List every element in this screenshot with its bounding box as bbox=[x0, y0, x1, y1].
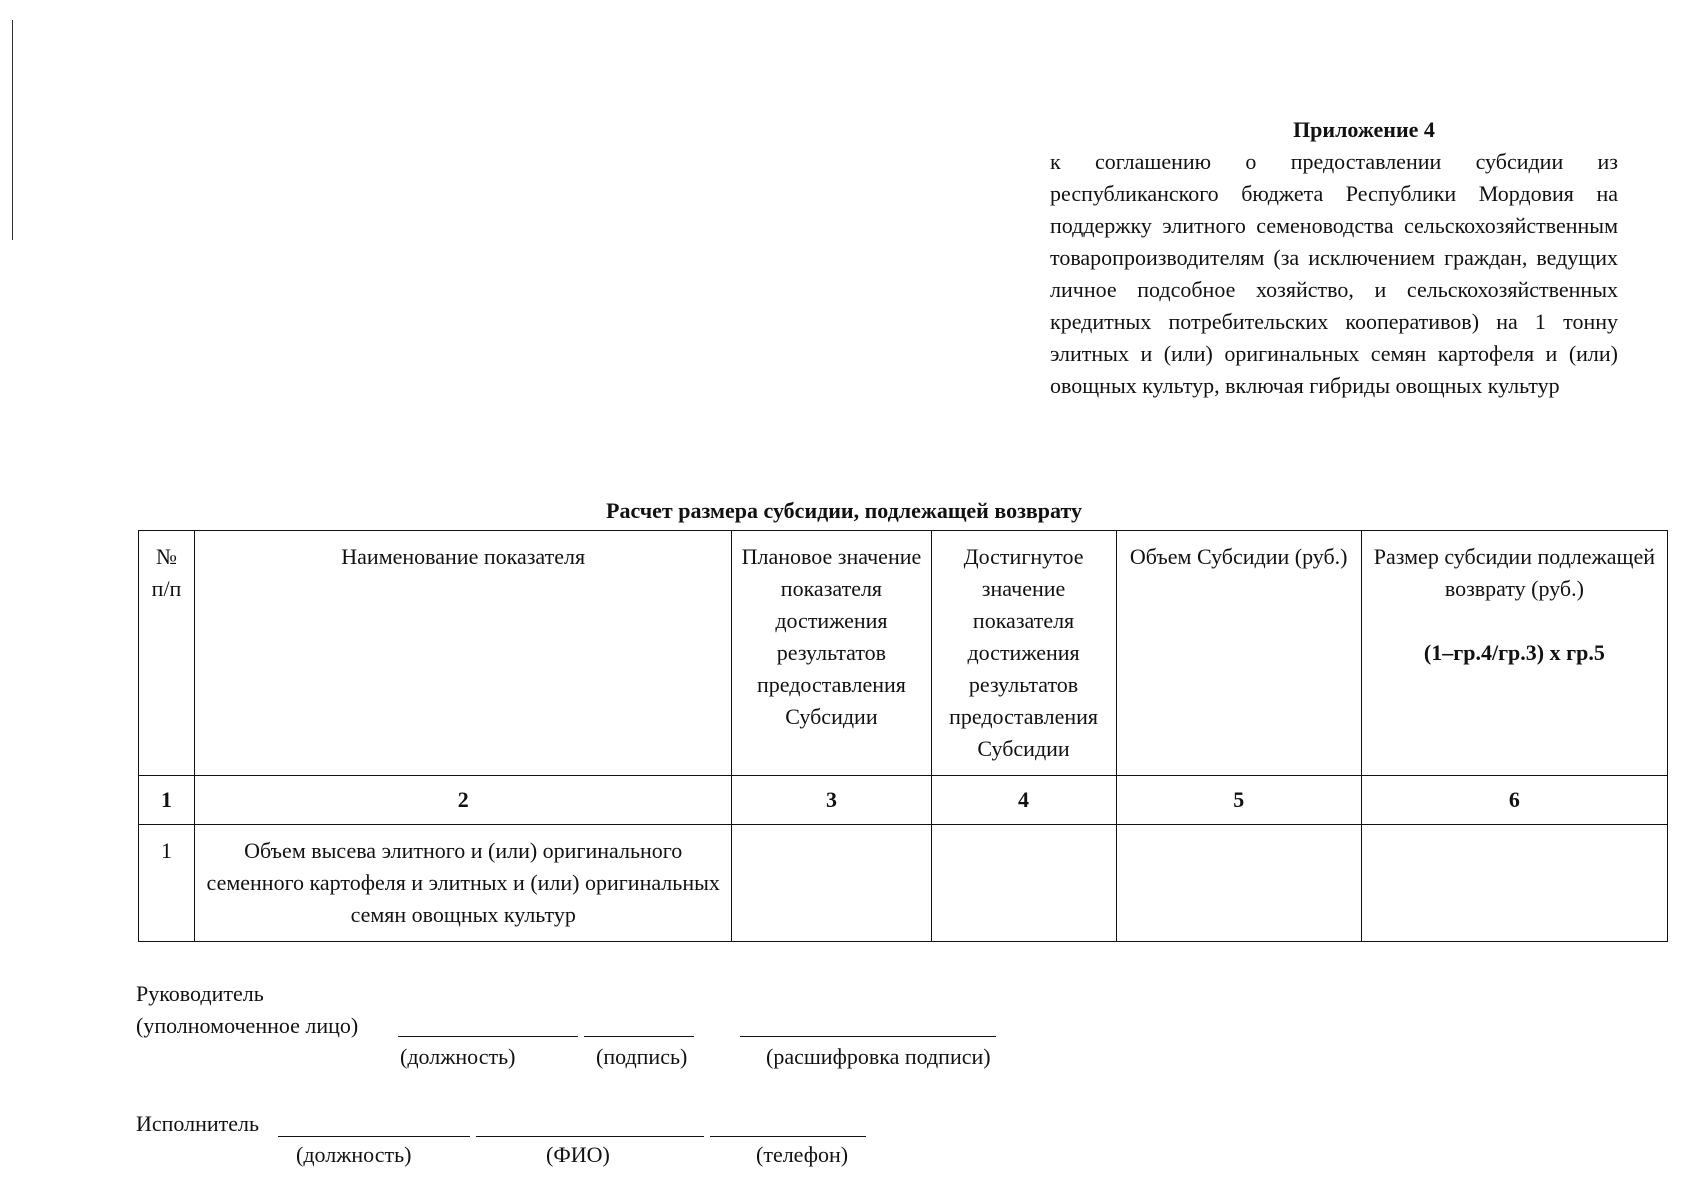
column-number: 2 bbox=[195, 776, 732, 825]
column-number: 5 bbox=[1116, 776, 1361, 825]
row-planned-cell[interactable] bbox=[732, 825, 931, 942]
table-title: Расчет размера субсидии, подлежащей возврату bbox=[606, 498, 1082, 523]
executor-label: Исполнитель bbox=[136, 1111, 260, 1136]
header-name: Наименование показателя bbox=[195, 531, 732, 776]
header-planned: Плановое значение показателя достижения результатов предоставления Субсидии bbox=[732, 531, 931, 776]
table-header-row bbox=[139, 531, 1668, 776]
scan-edge-line bbox=[12, 20, 13, 240]
column-number: 3 bbox=[732, 776, 931, 825]
executor-caption-position: (должность) bbox=[296, 1142, 412, 1167]
row-name-cell: Объем высева элитного и (или) оригинального семенного картофеля и элитных и (или) оригинальных семян овощных культур bbox=[195, 825, 732, 942]
appendix-block bbox=[1050, 114, 1618, 402]
executor-caption-name: (ФИО) bbox=[546, 1142, 610, 1167]
head-label: Руководитель bbox=[136, 981, 264, 1006]
head-sub-label: (уполномоченное лицо) bbox=[136, 1013, 359, 1038]
header-refund-label: Размер субсидии подлежащей возврату (руб.) bbox=[1373, 544, 1655, 601]
row-achieved-cell[interactable] bbox=[931, 825, 1116, 942]
head-position-line[interactable] bbox=[398, 1036, 578, 1037]
head-caption-decoding: (расшифровка подписи) bbox=[766, 1044, 991, 1069]
head-signature-line[interactable] bbox=[584, 1036, 694, 1037]
head-caption-position: (должность) bbox=[400, 1044, 516, 1069]
refund-calculation-table bbox=[138, 530, 1668, 942]
column-number: 4 bbox=[931, 776, 1116, 825]
executor-name-line[interactable] bbox=[476, 1136, 704, 1137]
header-refund bbox=[1361, 531, 1667, 776]
executor-phone-line[interactable] bbox=[710, 1136, 866, 1137]
row-refund-cell[interactable] bbox=[1361, 825, 1667, 942]
appendix-title: Приложение 4 bbox=[1293, 117, 1435, 142]
head-decoding-line[interactable] bbox=[740, 1036, 996, 1037]
header-refund-formula: (1–гр.4/гр.3) x гр.5 bbox=[1423, 640, 1605, 665]
row-volume-cell[interactable] bbox=[1116, 825, 1361, 942]
column-number: 6 bbox=[1361, 776, 1667, 825]
header-achieved: Достигнутое значение показателя достижения результатов предоставления Субсидии bbox=[931, 531, 1116, 776]
column-number: 1 bbox=[139, 776, 195, 825]
column-number-row bbox=[139, 776, 1668, 825]
header-volume: Объем Субсидии (руб.) bbox=[1116, 531, 1361, 776]
row-num-cell: 1 bbox=[139, 825, 195, 942]
appendix-text: к соглашению о предоставлении субсидии из республиканского бюджета Республики Мордовия на поддержку элитного семеноводства сельскохозяйственным товаропроизводителям (за исключением граждан, ведущих личное подсобное хозяйство, и сельскохозяйственных кредитных потребительских кооперативов) на 1 тонну элитных и (или) оригинальных семян картофеля и (или) овощных культур, включая гибриды овощных культур bbox=[1050, 149, 1618, 398]
executor-position-line[interactable] bbox=[278, 1136, 470, 1137]
executor-caption-phone: (телефон) bbox=[756, 1142, 849, 1167]
head-caption-signature: (подпись) bbox=[596, 1044, 688, 1069]
header-num: № п/п bbox=[139, 531, 195, 776]
table-row bbox=[139, 825, 1668, 942]
